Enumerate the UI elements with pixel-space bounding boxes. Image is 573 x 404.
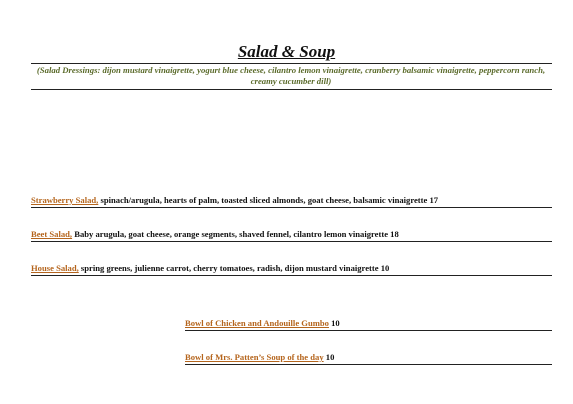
item-divider	[31, 241, 552, 242]
menu-item-strawberry-salad	[31, 195, 438, 206]
item-divider	[31, 207, 552, 208]
menu-item-soup-of-the-day	[185, 352, 334, 363]
item-price: 10	[323, 352, 335, 362]
item-name: Bowl of Chicken and Andouille Gumbo	[185, 318, 329, 328]
item-name: Strawberry Salad,	[31, 195, 99, 205]
menu-item-beet-salad	[31, 229, 399, 240]
item-description: spinach/arugula, hearts of palm, toasted sliced almonds, goat cheese, balsamic vinaigrette 17	[98, 195, 439, 205]
item-description: spring greens, julienne carrot, cherry tomatoes, radish, dijon mustard vinaigrette 10	[78, 263, 390, 273]
item-divider	[185, 364, 552, 365]
menu-item-gumbo	[185, 318, 340, 329]
item-divider	[185, 330, 552, 331]
item-name: House Salad,	[31, 263, 79, 273]
dressings-divider	[31, 89, 552, 90]
item-divider	[31, 275, 552, 276]
menu-item-house-salad	[31, 263, 389, 274]
page-title: Salad & Soup	[237, 42, 336, 61]
item-name: Beet Salad,	[31, 229, 73, 239]
item-description: Baby arugula, goat cheese, orange segments, shaved fennel, cilantro lemon vinaigrette 18	[72, 229, 399, 239]
item-name: Bowl of Mrs. Patten’s Soup of the day	[185, 352, 324, 362]
salad-dressings-note: (Salad Dressings: dijon mustard vinaigrette, yogurt blue cheese, cilantro lemon vinaigrette, cranberry balsamic vinaigrette, peppercorn ranch, creamy cucumber dill)	[36, 65, 546, 86]
title-divider	[31, 63, 552, 64]
item-price: 10	[328, 318, 340, 328]
